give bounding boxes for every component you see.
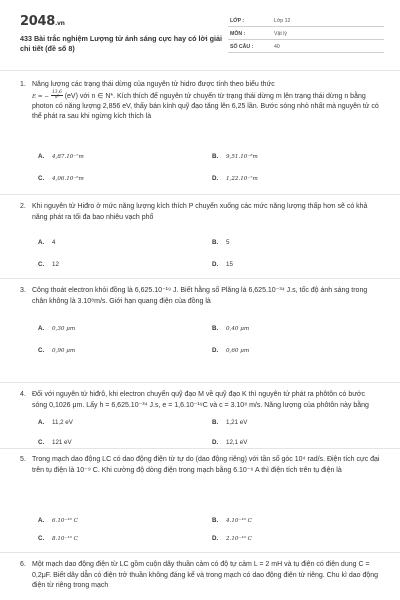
option-b[interactable] [212, 152, 258, 163]
option-letter: A. [38, 239, 45, 246]
question-2 [20, 202, 382, 272]
question-stem: Công thoát electron khỏi đồng là 6,625.10⁻¹⁹ J. Biết hằng số Plăng là 6,625.10⁻³⁴ J.s, tốc độ ánh sáng trong chân không là 3.10⁸m/s. Giới hạn quang điện của đồng là [32, 287, 368, 305]
fraction-denominator: n² [54, 95, 60, 101]
option-text: 1,21 eV [226, 419, 248, 426]
site-logo[interactable] [20, 14, 65, 29]
option-a[interactable] [38, 152, 84, 163]
option-text: 12 [52, 261, 59, 268]
meta-value: 40 [274, 44, 280, 50]
formula-text: E = − [32, 93, 50, 100]
meta-value: Vật lý [274, 31, 287, 37]
meta-row-count [228, 40, 384, 53]
option-letter: B. [212, 517, 219, 524]
option-letter: C. [38, 439, 45, 446]
option-letter: A. [38, 419, 45, 426]
option-b[interactable] [212, 418, 247, 429]
question-number: 3. [20, 287, 26, 294]
question-stem: Một mạch dao động điện từ LC gồm cuộn dây thuần cảm có độ tự cảm L = 2 mH và tụ điện có điện dung C = 0,2μF. Biết dây dẫn có điện trở thuần không đáng kể và trong mạch có dao động điện từ riêng. Chu kì dao động điện từ riêng trong mạch [32, 561, 379, 589]
option-d[interactable] [212, 534, 252, 545]
divider [0, 278, 400, 279]
option-d[interactable] [212, 260, 233, 271]
option-text: 8.10⁻¹⁰ C [52, 536, 78, 542]
question-number: 1. [20, 81, 26, 88]
option-text: 4,87.10⁻⁷m [52, 154, 84, 160]
divider [0, 70, 400, 71]
divider [0, 552, 400, 553]
option-letter: D. [212, 175, 219, 182]
option-text: 0,40 μm [226, 326, 250, 332]
meta-key: MÔN : [230, 31, 246, 37]
logo-sub: .vn [54, 20, 65, 27]
option-b[interactable] [212, 324, 249, 335]
option-letter: B. [212, 325, 219, 332]
option-letter: C. [38, 535, 45, 542]
option-text: 2.10⁻¹⁰ C [226, 536, 252, 542]
option-letter: A. [38, 153, 45, 160]
option-letter: C. [38, 175, 45, 182]
question-number: 4. [20, 391, 26, 398]
question-stem: Đối với nguyên tử hiđrô, khi electron chuyển quỹ đạo M về quỹ đạo K thì nguyên tử phát ra phôtôn có bước sóng 0,1026 μm. Lấy h = 6,625.10⁻³⁴ J.s, e = 1,6.10⁻¹⁹C và c = 3.10⁸ m/s. Năng lượng của phôtôn này bằng [32, 391, 369, 409]
meta-table [228, 14, 384, 53]
option-letter: B. [212, 153, 219, 160]
option-text: 4,06.10⁻⁶m [52, 176, 84, 182]
question-stem [32, 80, 382, 123]
option-text: 9,51.10⁻⁸m [226, 154, 258, 160]
option-a[interactable] [38, 238, 55, 249]
option-d[interactable] [212, 346, 249, 357]
option-d[interactable] [212, 174, 258, 185]
formula-fraction [51, 91, 63, 101]
option-a[interactable] [38, 324, 75, 335]
option-letter: C. [38, 347, 45, 354]
option-letter: A. [38, 517, 45, 524]
option-c[interactable] [38, 346, 75, 357]
document-title: 433 Bài trắc nghiệm Lượng tử ánh sáng cực hay có lời giải chi tiết (đề số 8) [20, 34, 222, 53]
meta-key: SỐ CÂU : [230, 44, 254, 50]
option-letter: A. [38, 325, 45, 332]
question-stem: Khi nguyên tử Hiđro ở mức năng lượng kích thích P chuyển xuống các mức năng lượng thấp hơn sẽ có khả năng phát ra tối đa bao nhiêu vạch phổ [32, 203, 368, 221]
option-letter: B. [212, 419, 219, 426]
question-stem: Trong mạch dao động LC có dao động điện từ tự do (dao động riêng) với tần số góc 10⁴ rad/s. Điện tích cực đại trên tụ điện là 10⁻⁹ C. Khi cường độ dòng điện trong mạch bằng 6.10⁻⁶ A thì điện tích trên tụ điện là [32, 456, 380, 474]
option-text: 11,2 eV [52, 419, 73, 426]
question-1 [20, 80, 382, 192]
meta-key: LỚP : [230, 18, 245, 24]
option-text: 0,60 μm [226, 348, 250, 354]
option-c[interactable] [38, 438, 72, 449]
option-text: 5 [226, 239, 230, 246]
question-number: 5. [20, 456, 26, 463]
meta-row-subject [228, 27, 384, 40]
stem-text: Năng lượng các trạng thái dừng của nguyên tử hidro được tính theo biểu thức [32, 81, 275, 88]
document-header [20, 12, 384, 64]
question-6 [20, 560, 382, 600]
option-b[interactable] [212, 238, 229, 249]
option-text: 1,22.10⁻⁷m [226, 176, 258, 182]
question-5 [20, 455, 382, 542]
option-letter: B. [212, 239, 219, 246]
logo-main: 2048 [20, 14, 55, 29]
meta-value: Lớp 12 [274, 18, 291, 24]
option-letter: D. [212, 439, 219, 446]
fraction-numerator: 13,6 [51, 89, 62, 95]
option-text: 4.10⁻¹⁰ C [226, 518, 252, 524]
option-text: 0,90 μm [52, 348, 76, 354]
option-text: 15 [226, 261, 233, 268]
option-c[interactable] [38, 174, 84, 185]
option-letter: D. [212, 347, 219, 354]
option-text: 4 [52, 239, 56, 246]
question-number: 2. [20, 203, 26, 210]
option-text: 0,30 μm [52, 326, 76, 332]
option-c[interactable] [38, 534, 78, 545]
option-letter: D. [212, 261, 219, 268]
option-b[interactable] [212, 516, 252, 527]
question-3 [20, 286, 382, 358]
option-letter: D. [212, 535, 219, 542]
option-d[interactable] [212, 438, 247, 449]
question-number: 6. [20, 561, 26, 568]
option-text: 6.10⁻¹⁰ C [52, 518, 78, 524]
divider [0, 382, 400, 383]
meta-row-class [228, 14, 384, 27]
option-a[interactable] [38, 516, 78, 527]
divider [0, 448, 400, 449]
option-c[interactable] [38, 260, 59, 271]
option-a[interactable] [38, 418, 73, 429]
stem-text: (eV) với n ∈ N*. Kích thích để nguyên tử chuyển từ trạng thái dừng m lên trạng thái dừng n bằng photon có năng lượng 2,856 eV, thấy bán kính quỹ đạo tăng lên 6,25 lần. Bước sóng nhỏ nhất mà nguyên tử có thể phát ra sau khi ngừng kích thích là [32, 92, 379, 121]
option-text: 12,1 eV [226, 439, 248, 446]
divider [0, 194, 400, 195]
option-text: 121 eV [52, 439, 72, 446]
option-letter: C. [38, 261, 45, 268]
